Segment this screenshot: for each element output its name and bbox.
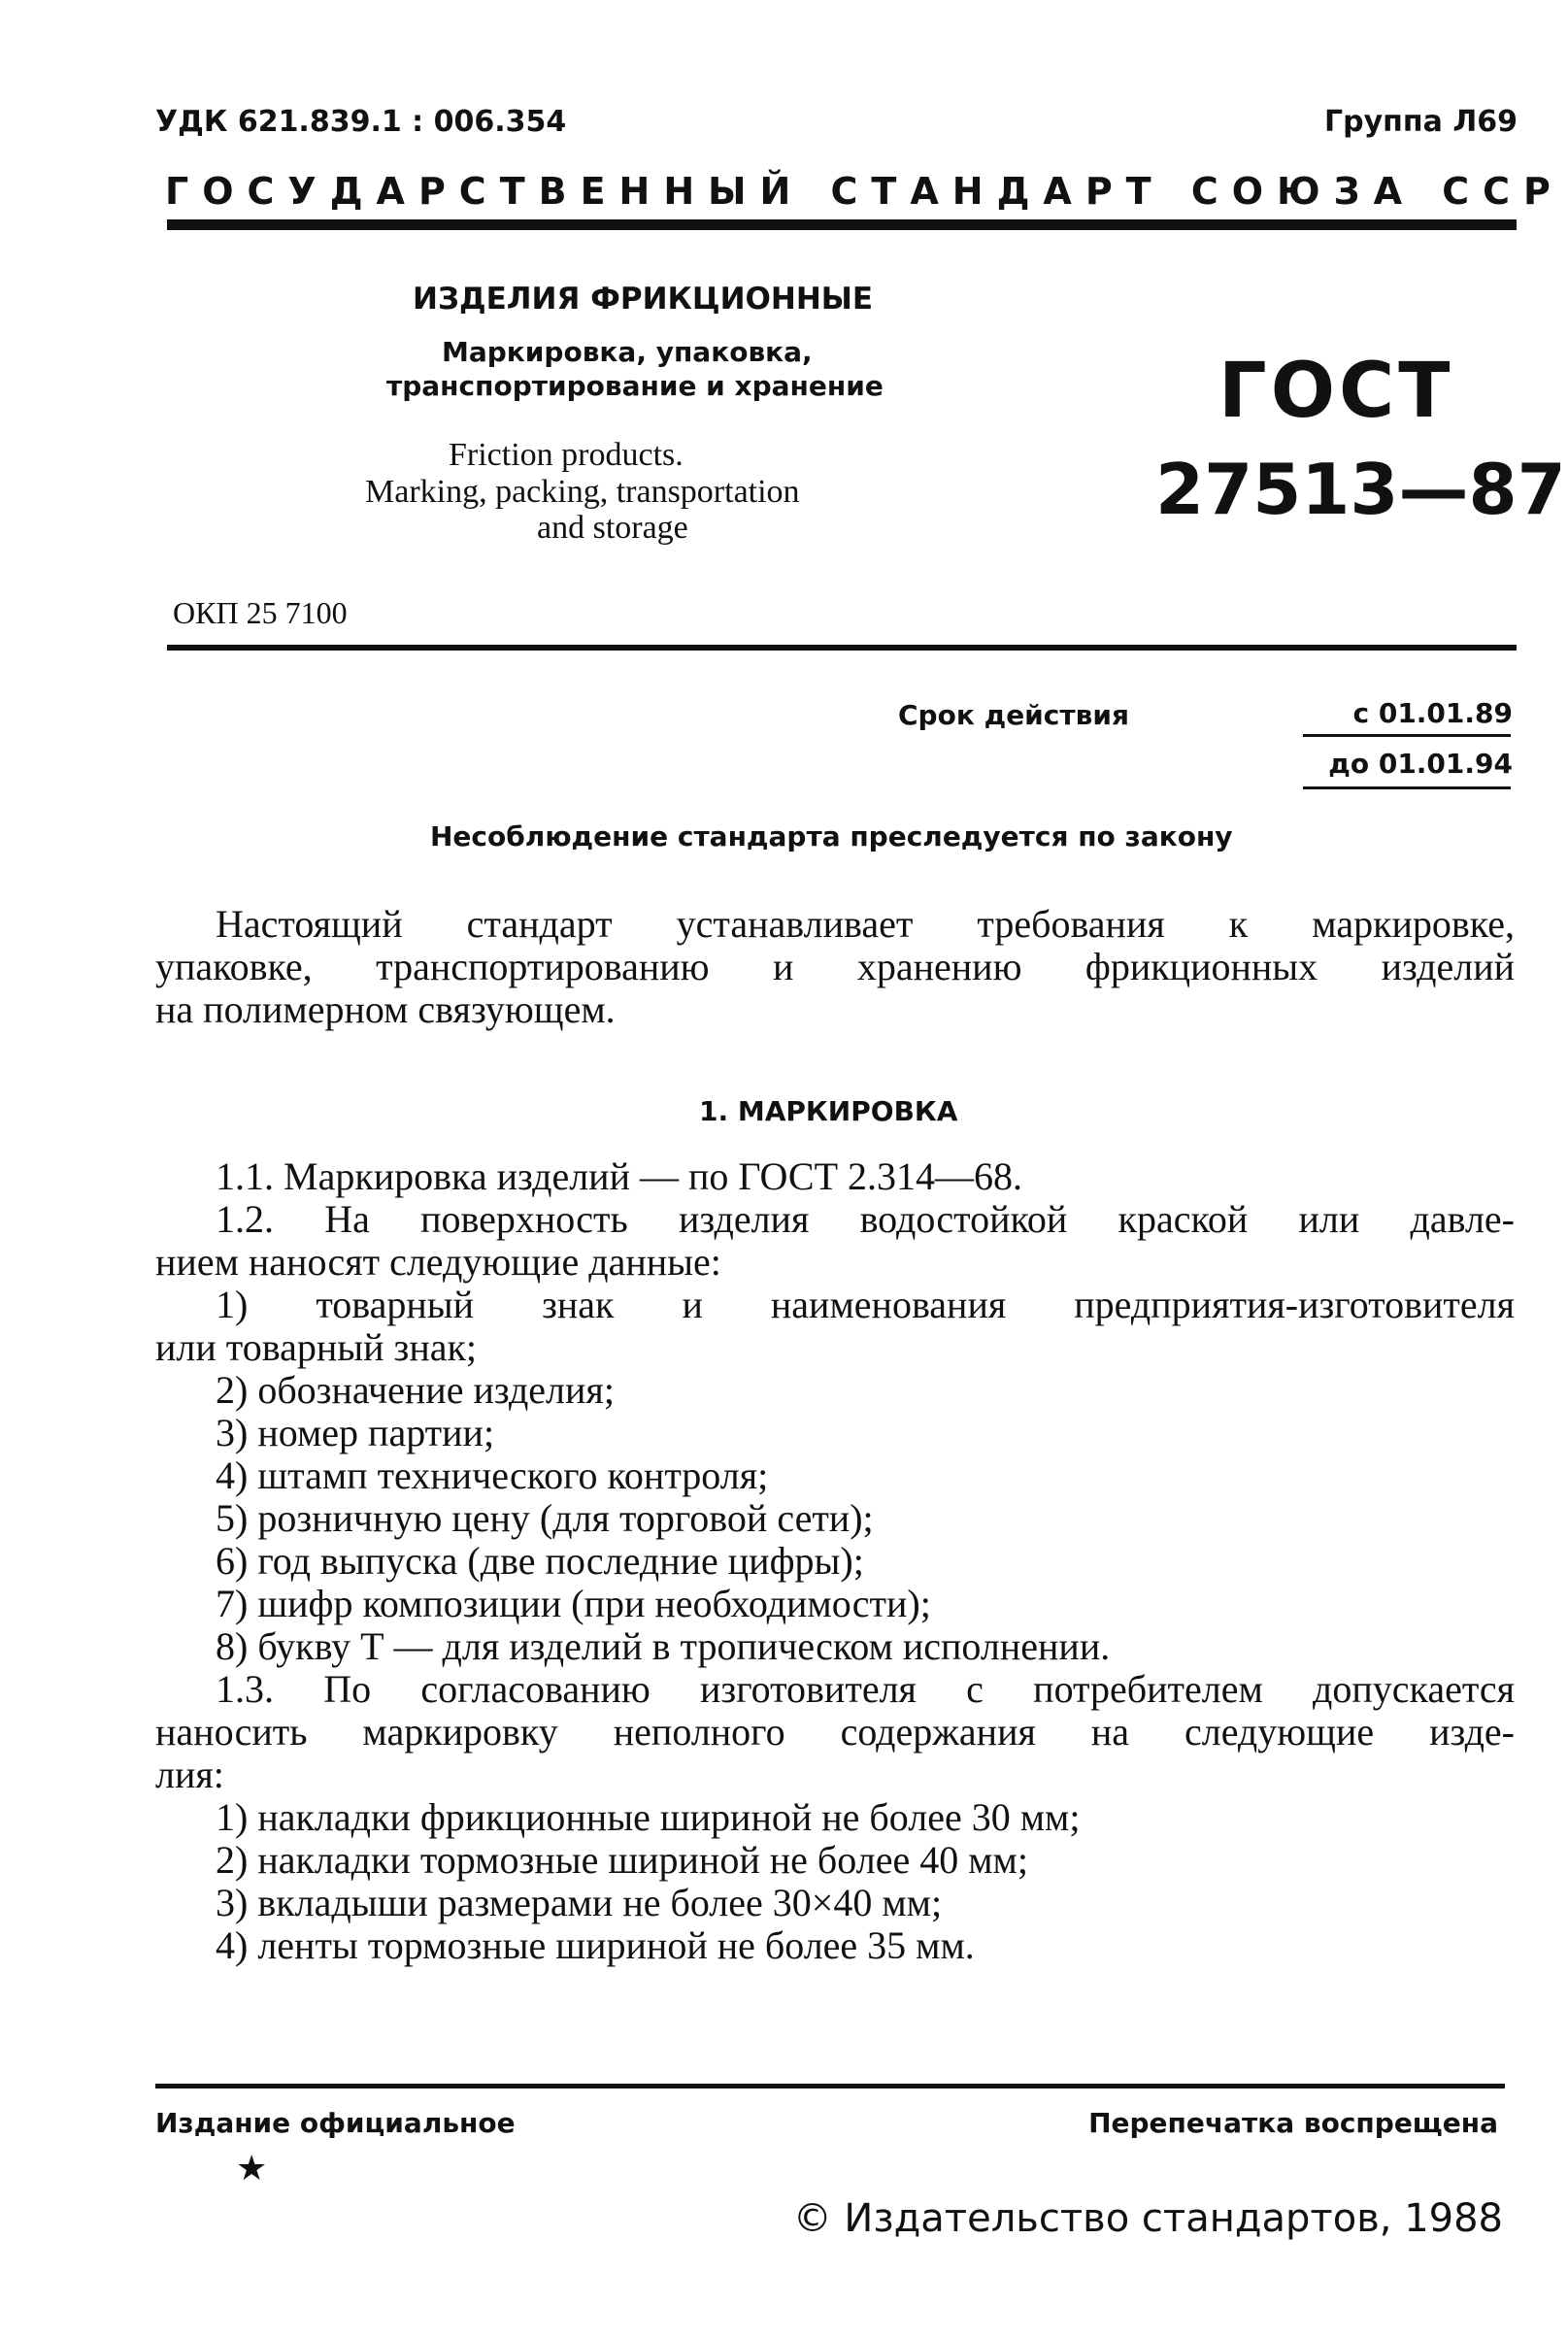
gost-number: 27513—87 — [1155, 449, 1566, 530]
clause-1-3-line2: наносить маркировку неполного содержания на следующие изде- — [155, 1710, 1515, 1754]
title-en-line1: Friction products. — [449, 437, 684, 473]
intro-line-2: упаковке, транспортированию и хранению фрикционных изделий — [155, 945, 1515, 988]
list-item: 3) вкладыши размерами не более 30×40 мм; — [216, 1881, 943, 1924]
header-rule — [167, 219, 1517, 230]
clause-1-3-line1: 1.3. По согласованию изготовителя с потребителем допускается — [216, 1667, 1515, 1711]
validity-from: с 01.01.89 — [1352, 697, 1513, 729]
list-item: 5) розничную цену (для торговой сети); — [216, 1496, 874, 1540]
list-item: 1) товарный знак и наименования предприятия-изготовителя — [216, 1283, 1515, 1326]
section-body — [155, 1155, 1515, 1967]
title-ru: ИЗДЕЛИЯ ФРИКЦИОННЫЕ — [413, 282, 874, 317]
validity-rule-1 — [1303, 734, 1511, 737]
title-en-line2: Marking, packing, transportation — [365, 474, 800, 510]
subtitle-ru-line1: Маркировка, упаковка, — [442, 336, 813, 368]
list-item: или товарный знак; — [155, 1325, 478, 1369]
section-heading: 1. МАРКИРОВКА — [699, 1095, 958, 1127]
law-notice: Несоблюдение стандарта преследуется по закону — [430, 820, 1233, 852]
copyright: © Издательство стандартов, 1988 — [792, 2196, 1503, 2241]
clause-1-2-line2: нием наносят следующие данные: — [155, 1240, 721, 1284]
intro-line-1: Настоящий стандарт устанавливает требования к маркировке, — [216, 902, 1515, 946]
list-item: 2) обозначение изделия; — [216, 1368, 615, 1412]
list-item: 4) ленты тормозные шириной не более 35 мм. — [216, 1923, 975, 1967]
clause-1-2-line1: 1.2. На поверхность изделия водостойкой краской или давле- — [216, 1197, 1515, 1241]
group-code: Группа Л69 — [1324, 105, 1518, 139]
list-item: 4) штамп технического контроля; — [216, 1454, 769, 1497]
reprint-notice: Перепечатка воспрещена — [1088, 2107, 1498, 2139]
state-standard-banner: ГОСУДАРСТВЕННЫЙ СТАНДАРТ СОЮЗА ССР — [165, 170, 1564, 213]
validity-rule-2 — [1303, 786, 1511, 789]
list-item: 6) год выпуска (две последние цифры); — [216, 1539, 864, 1583]
footer-rule — [155, 2084, 1505, 2088]
list-item: 8) букву Т — для изделий в тропическом исполнении. — [216, 1624, 1111, 1668]
list-item: 3) номер партии; — [216, 1411, 495, 1454]
validity-label: Срок действия — [898, 699, 1129, 731]
clause-1-1: 1.1. Маркировка изделий — по ГОСТ 2.314—68. — [216, 1154, 1023, 1198]
udk-code: УДК 621.839.1 : 006.354 — [155, 105, 567, 139]
okp-code: ОКП 25 7100 — [173, 595, 348, 630]
intro-paragraph — [155, 903, 1515, 1031]
subtitle-ru-line2: транспортирование и хранение — [386, 370, 884, 402]
list-item: 1) накладки фрикционные шириной не более 30 мм; — [216, 1795, 1081, 1839]
official-edition: Издание официальное — [155, 2107, 516, 2139]
gost-label: ГОСТ — [1218, 348, 1454, 435]
list-item: 2) накладки тормозные шириной не более 40 мм; — [216, 1838, 1028, 1882]
title-en-line3: and storage — [537, 510, 688, 546]
clause-1-3-line3: лия: — [155, 1753, 224, 1796]
star-icon: ★ — [236, 2149, 268, 2189]
list-item: 7) шифр композиции (при необходимости); — [216, 1582, 931, 1625]
validity-to: до 01.01.94 — [1328, 748, 1513, 780]
title-rule — [167, 645, 1517, 651]
intro-line-3: на полимерном связующем. — [155, 987, 616, 1031]
